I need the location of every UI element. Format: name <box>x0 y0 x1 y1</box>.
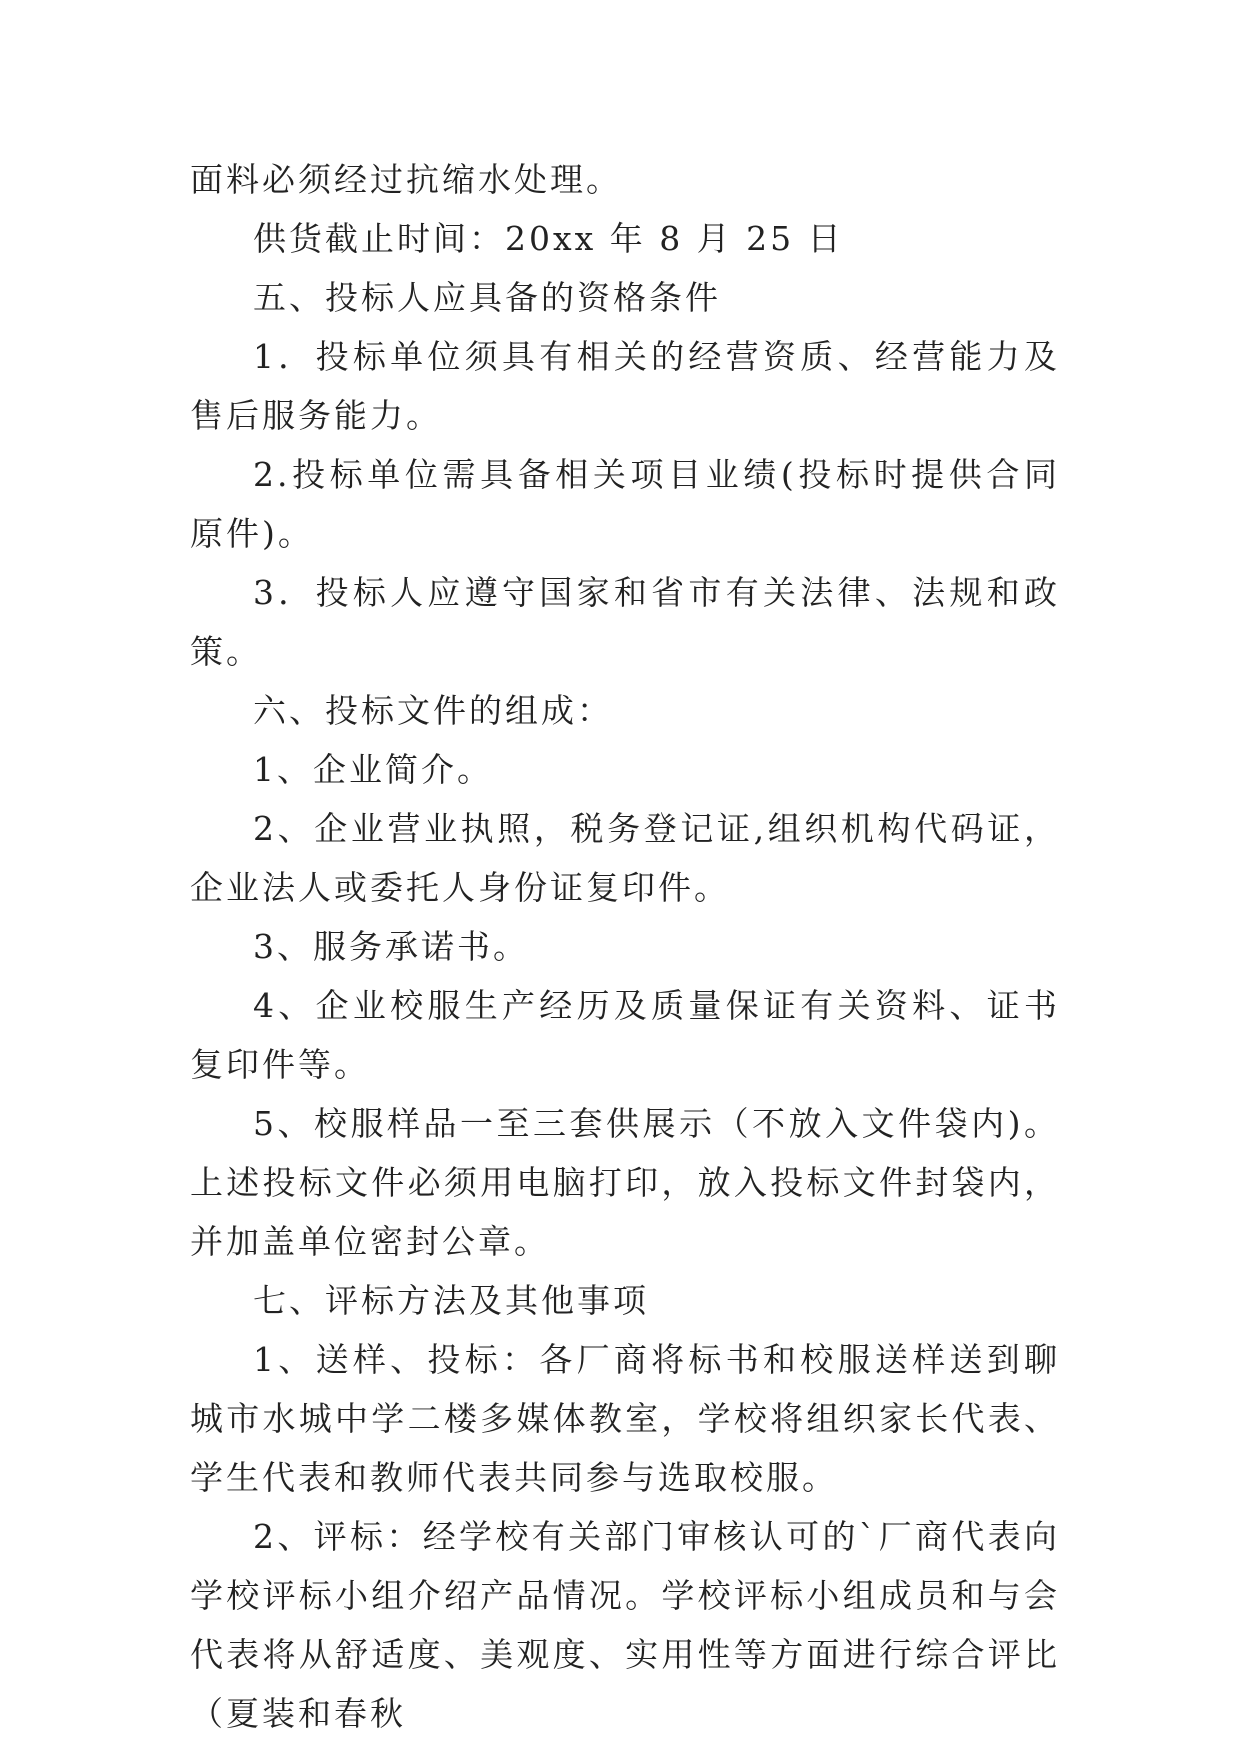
paragraph-evaluation-1: 1、送样、投标：各厂商将标书和校服送样送到聊城市水城中学二楼多媒体教室，学校将组织家长代表、学生代表和教师代表共同参与选取校服。 <box>190 1340 1060 1497</box>
section-heading-evaluation: 七、评标方法及其他事项 <box>253 1281 649 1320</box>
paragraph-delivery-deadline: 供货截止时间：20xx 年 8 月 25 日 <box>253 219 844 258</box>
paragraph-qualification-1: 1．投标单位须具有相关的经营资质、经营能力及售后服务能力。 <box>190 337 1060 435</box>
paragraph-qualification-2: 2.投标单位需具备相关项目业绩(投标时提供合同原件)。 <box>190 455 1060 553</box>
paragraph-fabric: 面料必须经过抗缩水处理。 <box>190 160 622 199</box>
paragraph-bid-document-1: 1、企业简介。 <box>253 750 493 789</box>
paragraph-bid-document-3: 3、服务承诺书。 <box>253 927 529 966</box>
paragraph-qualification-3: 3．投标人应遵守国家和省市有关法律、法规和政策。 <box>190 573 1060 671</box>
section-heading-bid-documents: 六、投标文件的组成： <box>253 691 613 730</box>
paragraph-bid-document-5: 5、校服样品一至三套供展示（不放入文件袋内)。上述投标文件必须用电脑打印，放入投标文件封袋内，并加盖单位密封公章。 <box>190 1104 1060 1261</box>
document-body <box>190 150 1060 1743</box>
paragraph-bid-document-4: 4、企业校服生产经历及质量保证有关资料、证书复印件等。 <box>190 986 1060 1084</box>
paragraph-bid-document-2: 2、企业营业执照，税务登记证,组织机构代码证，企业法人或委托人身份证复印件。 <box>190 809 1060 907</box>
paragraph-evaluation-2: 2、评标：经学校有关部门审核认可的`厂商代表向学校评标小组介绍产品情况。学校评标小组成员和与会代表将从舒适度、美观度、实用性等方面进行综合评比（夏装和春秋 <box>190 1517 1060 1733</box>
section-heading-qualifications: 五、投标人应具备的资格条件 <box>253 278 721 317</box>
